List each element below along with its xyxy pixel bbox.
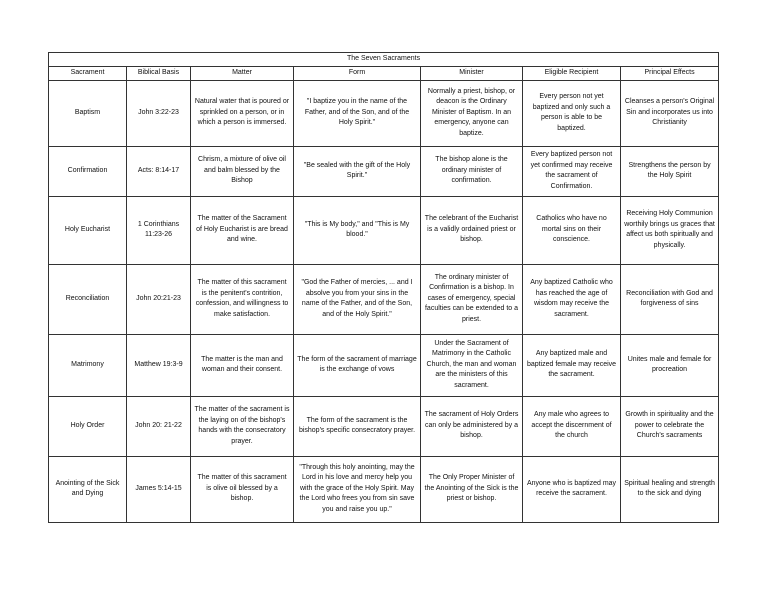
table-row bbox=[49, 396, 719, 456]
cell-eligible-recipient: Any baptized Catholic who has reached the age of wisdom may receive the sacrament. bbox=[523, 264, 621, 334]
cell-form: "Be sealed with the gift of the Holy Spirit." bbox=[294, 146, 421, 196]
cell-sacrament: Holy Eucharist bbox=[49, 196, 127, 264]
cell-principal-effects: Strengthens the person by the Holy Spirit bbox=[621, 146, 719, 196]
table-row bbox=[49, 264, 719, 334]
cell-sacrament: Anointing of the Sick and Dying bbox=[49, 456, 127, 522]
cell-sacrament: Matrimony bbox=[49, 334, 127, 396]
table-row bbox=[49, 80, 719, 146]
cell-form: "This is My body," and "This is My blood." bbox=[294, 196, 421, 264]
cell-matter: The matter of the sacrament is the laying on of the bishop's hands with the consecratory prayer. bbox=[191, 396, 294, 456]
cell-sacrament: Holy Order bbox=[49, 396, 127, 456]
cell-sacrament: Baptism bbox=[49, 80, 127, 146]
cell-eligible-recipient: Any male who agrees to accept the discernment of the church bbox=[523, 396, 621, 456]
table-title: The Seven Sacraments bbox=[49, 53, 719, 67]
cell-matter: Chrism, a mixture of olive oil and balm blessed by the Bishop bbox=[191, 146, 294, 196]
cell-form: "God the Father of mercies, ... and I absolve you from your sins in the name of the Father, and of the Son, and of the Holy Spirit." bbox=[294, 264, 421, 334]
cell-sacrament: Confirmation bbox=[49, 146, 127, 196]
cell-eligible-recipient: Catholics who have no mortal sins on their conscience. bbox=[523, 196, 621, 264]
cell-principal-effects: Spiritual healing and strength to the sick and dying bbox=[621, 456, 719, 522]
cell-eligible-recipient: Every baptized person not yet confirmed may receive the sacrament of Confirmation. bbox=[523, 146, 621, 196]
cell-biblical-basis: John 20:21-23 bbox=[127, 264, 191, 334]
table-row bbox=[49, 196, 719, 264]
cell-principal-effects: Growth in spirituality and the power to celebrate the Church's sacraments bbox=[621, 396, 719, 456]
cell-matter: Natural water that is poured or sprinkled on a person, or in which a person is immersed. bbox=[191, 80, 294, 146]
cell-eligible-recipient: Anyone who is baptized may receive the sacrament. bbox=[523, 456, 621, 522]
cell-biblical-basis: John 20: 21-22 bbox=[127, 396, 191, 456]
cell-form: "Through this holy anointing, may the Lord in his love and mercy help you with the grace of the Holy Spirit. May the Lord who frees you from sin save you and raise you up." bbox=[294, 456, 421, 522]
cell-form: The form of the sacrament of marriage is the exchange of vows bbox=[294, 334, 421, 396]
sacraments-table bbox=[48, 52, 719, 523]
cell-principal-effects: Receiving Holy Communion worthily brings us graces that affect us both spiritually and physically. bbox=[621, 196, 719, 264]
cell-form: The form of the sacrament is the bishop's specific consecratory prayer. bbox=[294, 396, 421, 456]
cell-form: "I baptize you in the name of the Father, and of the Son, and of the Holy Spirit." bbox=[294, 80, 421, 146]
cell-matter: The matter of this sacrament is the penitent's contrition, confession, and willingness to make satisfaction. bbox=[191, 264, 294, 334]
cell-minister: The ordinary minister of Confirmation is a bishop. In cases of emergency, special faculties can be extended to a priest. bbox=[421, 264, 523, 334]
cell-principal-effects: Reconciliation with God and forgiveness of sins bbox=[621, 264, 719, 334]
cell-minister: The celebrant of the Eucharist is a validly ordained priest or bishop. bbox=[421, 196, 523, 264]
header-principal-effects: Principal Effects bbox=[621, 66, 719, 80]
cell-biblical-basis: 1 Corinthians 11:23-26 bbox=[127, 196, 191, 264]
cell-principal-effects: Cleanses a person's Original Sin and incorporates us into Christianity bbox=[621, 80, 719, 146]
cell-minister: The Only Proper Minister of the Anointing of the Sick is the priest or bishop. bbox=[421, 456, 523, 522]
cell-biblical-basis: John 3:22-23 bbox=[127, 80, 191, 146]
cell-biblical-basis: James 5:14-15 bbox=[127, 456, 191, 522]
cell-biblical-basis: Matthew 19:3-9 bbox=[127, 334, 191, 396]
header-sacrament: Sacrament bbox=[49, 66, 127, 80]
table-row bbox=[49, 146, 719, 196]
cell-principal-effects: Unites male and female for procreation bbox=[621, 334, 719, 396]
cell-eligible-recipient: Any baptized male and baptized female may receive the sacrament. bbox=[523, 334, 621, 396]
cell-matter: The matter of the Sacrament of Holy Eucharist is are bread and wine. bbox=[191, 196, 294, 264]
cell-matter: The matter is the man and woman and their consent. bbox=[191, 334, 294, 396]
table-row bbox=[49, 334, 719, 396]
cell-matter: The matter of this sacrament is olive oil blessed by a bishop. bbox=[191, 456, 294, 522]
cell-minister: The bishop alone is the ordinary minister of confirmation. bbox=[421, 146, 523, 196]
table-row bbox=[49, 456, 719, 522]
cell-minister: The sacrament of Holy Orders can only be administered by a bishop. bbox=[421, 396, 523, 456]
cell-eligible-recipient: Every person not yet baptized and only such a person is able to be baptized. bbox=[523, 80, 621, 146]
header-matter: Matter bbox=[191, 66, 294, 80]
cell-minister: Under the Sacrament of Matrimony in the Catholic Church, the man and woman are the ministers of this sacrament. bbox=[421, 334, 523, 396]
header-minister: Minister bbox=[421, 66, 523, 80]
cell-biblical-basis: Acts: 8:14-17 bbox=[127, 146, 191, 196]
cell-sacrament: Reconciliation bbox=[49, 264, 127, 334]
header-eligible-recipient: Eligible Recipient bbox=[523, 66, 621, 80]
header-biblical-basis: Biblical Basis bbox=[127, 66, 191, 80]
header-form: Form bbox=[294, 66, 421, 80]
cell-minister: Normally a priest, bishop, or deacon is the Ordinary Minister of Baptism. In an emergency, anyone can baptize. bbox=[421, 80, 523, 146]
